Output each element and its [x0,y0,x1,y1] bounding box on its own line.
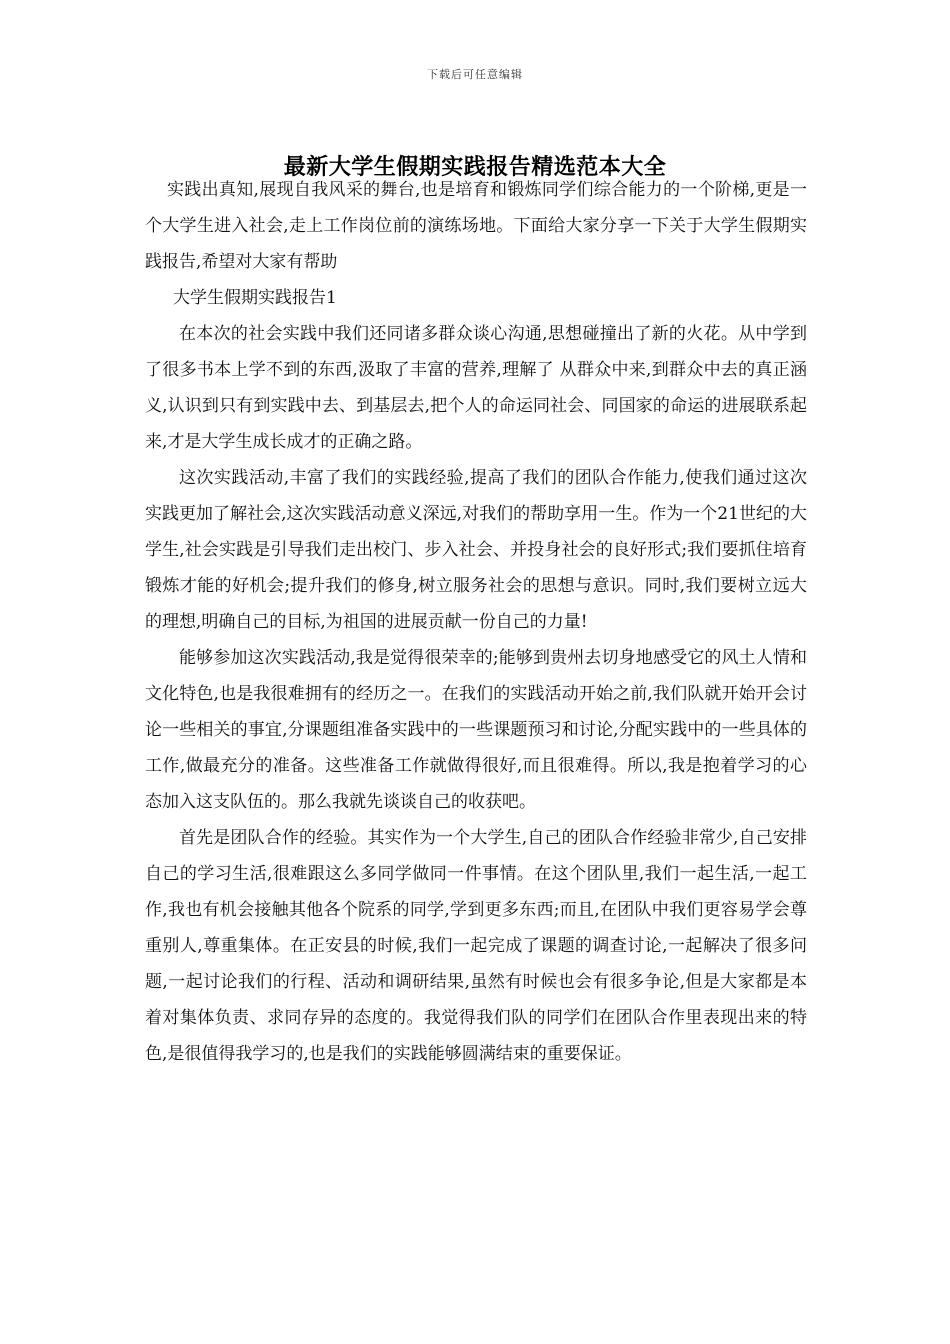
body-paragraph-1: 在本次的社会实践中我们还同诸多群众谈心沟通,思想碰撞出了新的火花。从中学到了很多书本上学不到的东西,汲取了丰富的营养,理解了 从群众中来,到群众中去的真正涵义,认识到只有到实践中去、到基层去,把个人的命运同社会、同国家的命运的进展联系起来,才是大学生成长成才的正确之路。 [145,324,807,452]
body-paragraph-4: 首先是团队合作的经验。其实作为一个大学生,自己的团队合作经验非常少,自己安排自己的学习生活,很难跟这么多同学做同一件事情。在这个团队里,我们一起生活,一起工作,我也有机会接触其他各个院系的同学,学到更多东西;而且,在团队中我们更容易学会尊重别人,尊重集体。在正安县的时候,我们一起完成了课题的调查讨论,一起解决了很多问题,一起讨论我们的行程、活动和调研结果,虽然有时候也会有很多争论,但是大家都是本着对集体负责、求同存异的态度的。我觉得我们队的同学们在团队合作里表现出来的特色,是很值得我学习的,也是我们的实践能够圆满结束的重要保证。 [145,828,807,1064]
body-paragraph-3: 能够参加这次实践活动,我是觉得很荣幸的;能够到贵州去切身地感受它的风土人情和文化特色,也是我很难拥有的经历之一。在我们的实践活动开始之前,我们队就开始开会讨论一些相关的事宜,分课题组准备实践中的一些课题预习和讨论,分配实践中的一些具体的工作,做最充分的准备。这些准备工作就做得很好,而且很难得。所以,我是抱着学习的心态加入这支队伍的。那么我就先谈谈自己的收获吧。 [145,648,807,812]
body-paragraph-2: 这次实践活动,丰富了我们的实践经验,提高了我们的团队合作能力,使我们通过这次实践更加了解社会,这次实践活动意义深远,对我们的帮助享用一生。作为一个21世纪的大学生,社会实践是引导我们走出校门、步入社会、并投身社会的良好形式;我们要抓住培育锻炼才能的好机会;提升我们的修身,树立服务社会的思想与意识。同时,我们要树立远大的理想,明确自己的目标,为祖国的进展贡献一份自己的力量! [145,468,807,632]
document-body [145,172,807,1072]
header-note: 下载后可任意编辑 [427,68,523,81]
document-title: 最新大学生假期实践报告精选范本大全 [283,154,667,180]
intro-paragraph: 实践出真知,展现自我风采的舞台,也是培育和锻炼同学们综合能力的一个阶梯,更是一个大学生进入社会,走上工作岗位前的演练场地。下面给大家分享一下关于大学生假期实践报告,希望对大家有帮助 [145,180,807,272]
section-heading: 大学生假期实践报告1 [173,288,337,308]
